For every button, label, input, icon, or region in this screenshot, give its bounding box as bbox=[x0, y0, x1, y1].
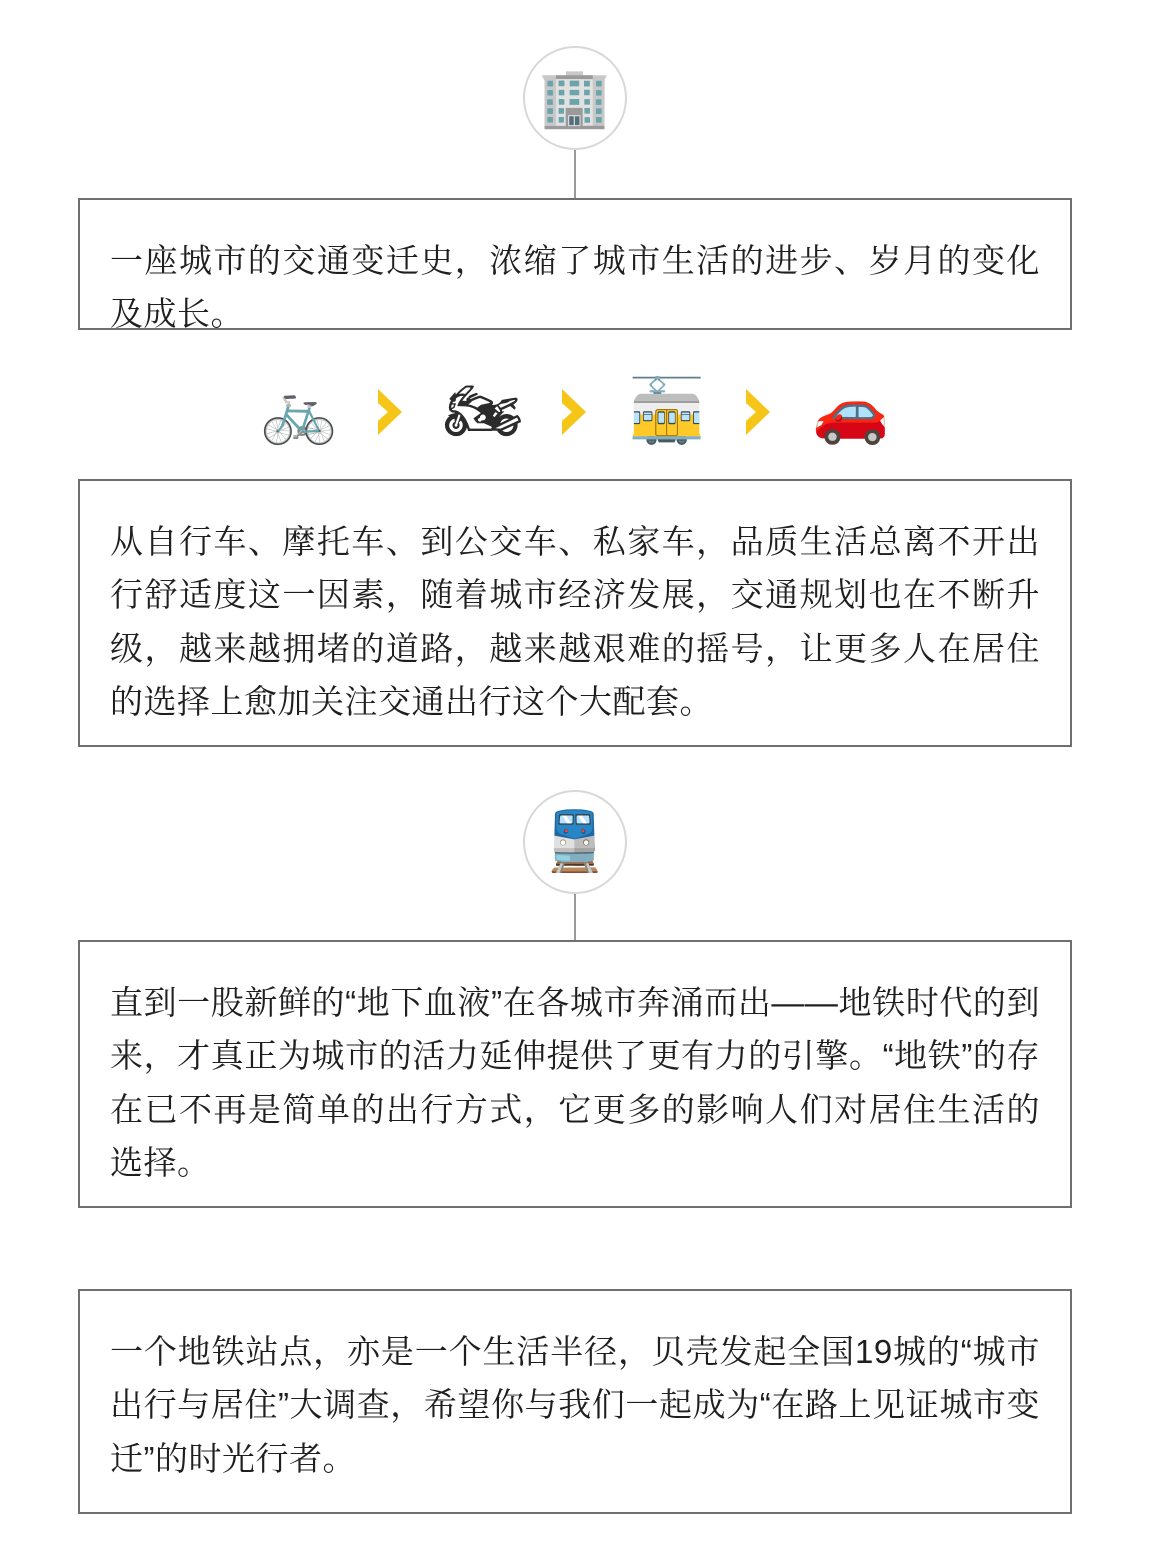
motorcycle-icon: 🏍 bbox=[443, 377, 523, 446]
text-box-4 bbox=[78, 1289, 1072, 1514]
city-building-icon: 🏢 bbox=[538, 65, 612, 130]
metro-train-icon: 🚆 bbox=[538, 809, 612, 874]
transport-evolution-strip bbox=[0, 362, 1150, 462]
paragraph-4: 一个地铁站点，亦是一个生活半径，贝壳发起全国19城的“城市出行与居住”大调查，希望你与我们一起成为“在路上见证城市变迁”的时光行者。 bbox=[110, 1333, 1040, 1477]
car-icon: 🚗 bbox=[812, 377, 890, 446]
city-building-badge bbox=[523, 46, 627, 150]
tram-bus-icon: 🚋 bbox=[628, 377, 706, 446]
chevron-right-icon-2 bbox=[553, 377, 597, 447]
badge-connector-line-1 bbox=[574, 148, 576, 200]
bicycle-icon: 🚲 bbox=[260, 377, 338, 446]
text-box-1 bbox=[78, 198, 1072, 333]
metro-train-badge bbox=[523, 790, 627, 894]
chevron-right-icon-3 bbox=[737, 377, 781, 447]
paragraph-2: 从自行车、摩托车、到公交车、私家车，品质生活总离不开出行舒适度这一因素，随着城市经济发展，交通规划也在不断升级，越来越拥堵的道路，越来越艰难的摇号，让更多人在居住的选择上愈加关注交通出行这个大配套。 bbox=[110, 523, 1040, 721]
text-box-2 bbox=[78, 479, 1072, 747]
text-box-3 bbox=[78, 940, 1072, 1208]
badge-connector-line-2 bbox=[574, 892, 576, 942]
paragraph-1: 一座城市的交通变迁史，浓缩了城市生活的进步、岁月的变化及成长。 bbox=[110, 242, 1040, 333]
chevron-right-icon-1 bbox=[369, 377, 413, 447]
paragraph-3: 直到一股新鲜的“地下血液”在各城市奔涌而出——地铁时代的到来，才真正为城市的活力延伸提供了更有力的引擎。“地铁”的存在已不再是简单的出行方式，它更多的影响人们对居住生活的选择。 bbox=[110, 984, 1040, 1182]
